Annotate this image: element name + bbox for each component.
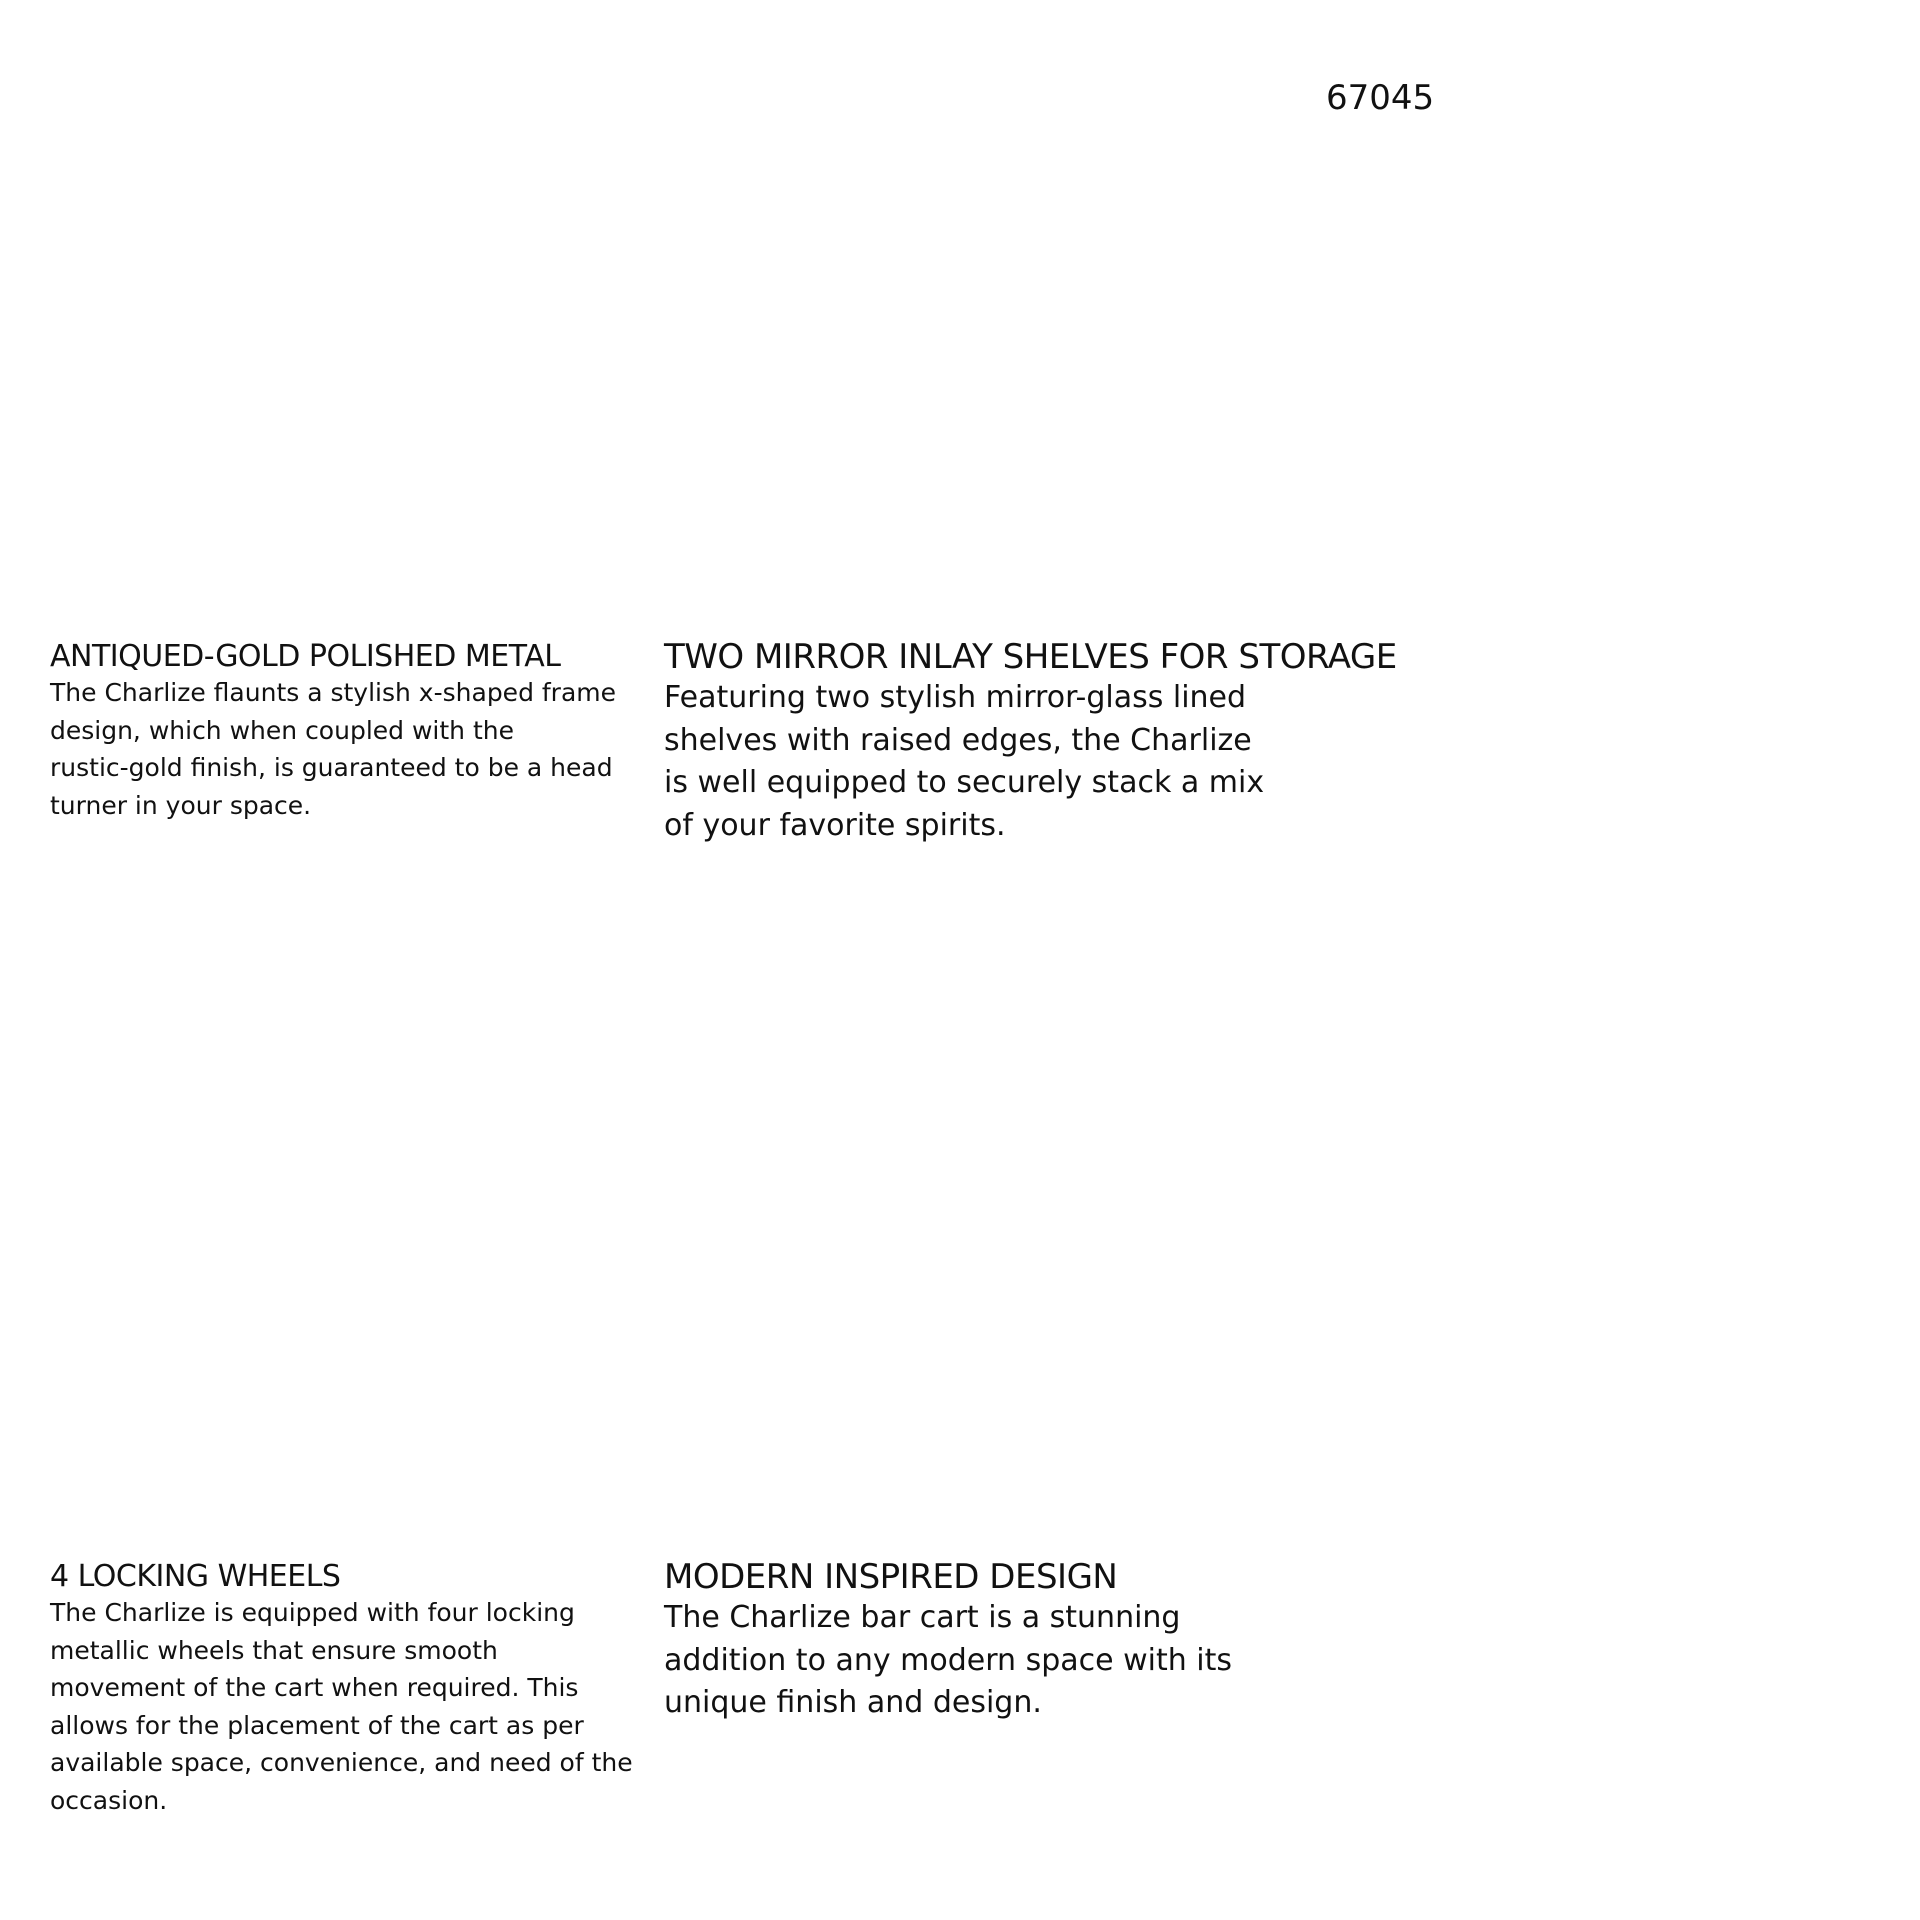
product-code: 67045 <box>1326 78 1435 118</box>
feature-description: The Charlize flaunts a stylish x-shaped frame design, which when coupled with the rustic-gold finish, is guaranteed to be a head turner in your space. <box>50 678 617 820</box>
feature-modern-design <box>664 1557 1424 1725</box>
feature-description: The Charlize is equipped with four locking metallic wheels that ensure smooth movement of the cart when required. This allows for the placement of the cart as per available space, convenience, and need of the occasion. <box>50 1598 633 1815</box>
feature-mirror-shelves <box>664 637 1424 847</box>
feature-title: 4 LOCKING WHEELS <box>50 1559 341 1594</box>
feature-description: The Charlize bar cart is a stunning addition to any modern space with its unique finish and design. <box>664 1600 1233 1720</box>
feature-title: TWO MIRROR INLAY SHELVES FOR STORAGE <box>664 637 1397 677</box>
feature-antiqued-gold <box>50 640 650 824</box>
feature-title: ANTIQUED-GOLD POLISHED METAL <box>50 639 561 674</box>
feature-title: MODERN INSPIRED DESIGN <box>664 1557 1118 1597</box>
feature-description: Featuring two stylish mirror-glass lined shelves with raised edges, the Charlize is well equipped to securely stack a mix of your favorite spirits. <box>664 680 1265 843</box>
feature-locking-wheels <box>50 1560 650 1819</box>
